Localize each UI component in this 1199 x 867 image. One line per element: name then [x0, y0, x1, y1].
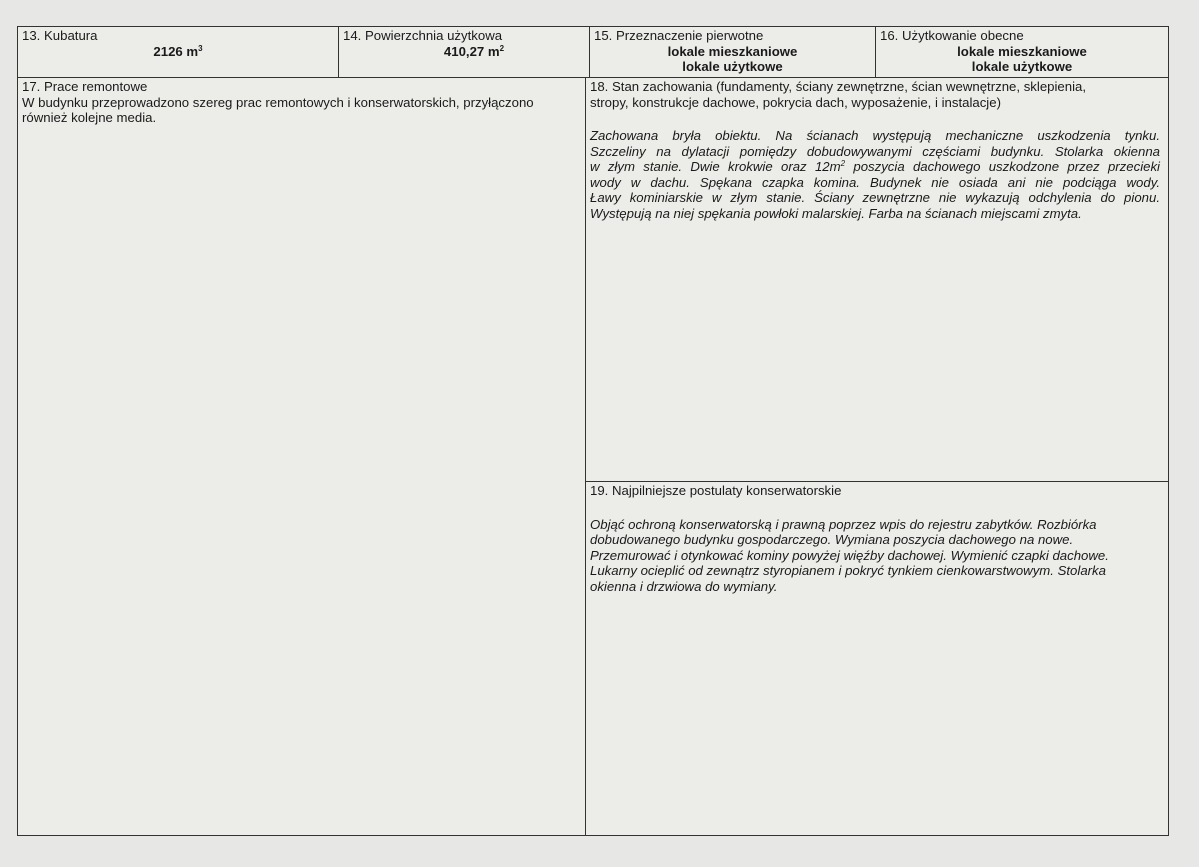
- field-19-line: Przemurować i otynkować kominy powyżej więźby dachowej. Wymienić czapki dachowe.: [590, 547, 1109, 563]
- field-16-uzytkowanie: [876, 27, 1168, 78]
- field-18-text: [590, 128, 1164, 221]
- field-18-label-1: 18. Stan zachowania (fundamenty, ściany zewnętrzne, ścian wewnętrzne, sklepienia,: [590, 79, 1087, 94]
- field-16-label: 16. Użytkowanie obecne: [880, 28, 1024, 43]
- field-13-value: 2126 $m^3$: [153, 43, 203, 59]
- field-19-label: 19. Najpilniejsze postulaty konserwatorskie: [590, 483, 842, 498]
- field-16-value-2: lokale użytkowe: [971, 59, 1073, 74]
- field-19-line: Lukarny ocieplić od zewnątrz styropianem i pokryć tynkiem cienkowarstwowym. Stolarka: [590, 563, 1106, 578]
- field-18-line: Występują na niej spękania powłoki malarskiej. Farba na ścianach miejscami zmyta.: [590, 205, 1082, 221]
- field-15-value-2: lokale użytkowe: [682, 59, 783, 74]
- field-18-line: Ławy kominiarskie w złym stanie. Ściany zewnętrzne nie wykazują odchylenia do pionu.: [590, 190, 1160, 205]
- field-15-value-1: lokale mieszkaniowe: [667, 43, 798, 59]
- field-17-label: 17. Prace remontowe: [22, 79, 148, 94]
- field-18-line: w złym stanie. Dwie krokwie oraz $12m^2$ poszycia dachowego uszkodzone przez przecieki: [590, 159, 1160, 174]
- field-19-line: okienna i drzwiowa do wymiany.: [590, 578, 778, 594]
- field-14-label: 14. Powierzchnia użytkowa: [343, 28, 503, 43]
- field-14-value: 410,27 $m^2$: [443, 43, 505, 59]
- field-17-text: W budynku przeprowadzono szereg prac remontowych i konserwatorskich, przyłączono również kolejne media.: [22, 94, 534, 125]
- field-19-line: Objąć ochroną konserwatorską i prawną poprzez wpis do rejestru zabytków. Rozbiórka: [590, 516, 1097, 532]
- field-19-line: dobudowanego budynku gospodarczego. Wymiana poszycia dachowego na nowe.: [590, 532, 1074, 547]
- field-15-przeznaczenie: [590, 27, 876, 78]
- field-17-prace-remontowe: [18, 78, 586, 835]
- field-16-value-1: lokale mieszkaniowe: [957, 43, 1087, 59]
- field-19-postulaty: [586, 482, 1168, 835]
- inventory-form-sheet: [17, 26, 1169, 836]
- field-18-line: wody w dachu. Spękana czapka komina. Budynek nie osiada ani nie podciąga wody.: [590, 174, 1160, 190]
- field-18-label-2: stropy, konstrukcje dachowe, pokrycia dach, wyposażenie, i instalacje): [590, 94, 1001, 110]
- field-13-kubatura: [18, 27, 339, 78]
- field-14-powierzchnia: [339, 27, 590, 78]
- field-18-stan-zachowania: [586, 78, 1168, 482]
- field-15-label: 15. Przeznaczenie pierwotne: [594, 28, 764, 43]
- field-13-label: 13. Kubatura: [22, 28, 98, 43]
- field-18-line: Szczeliny na dylatacji pomiędzy dobudowywanymi częściami budynku. Stolarka okienna: [590, 143, 1160, 159]
- field-18-line: Zachowana bryła obiektu. Na ścianach występują mechaniczne uszkodzenia tynku.: [590, 128, 1160, 143]
- field-19-text: [590, 517, 1164, 595]
